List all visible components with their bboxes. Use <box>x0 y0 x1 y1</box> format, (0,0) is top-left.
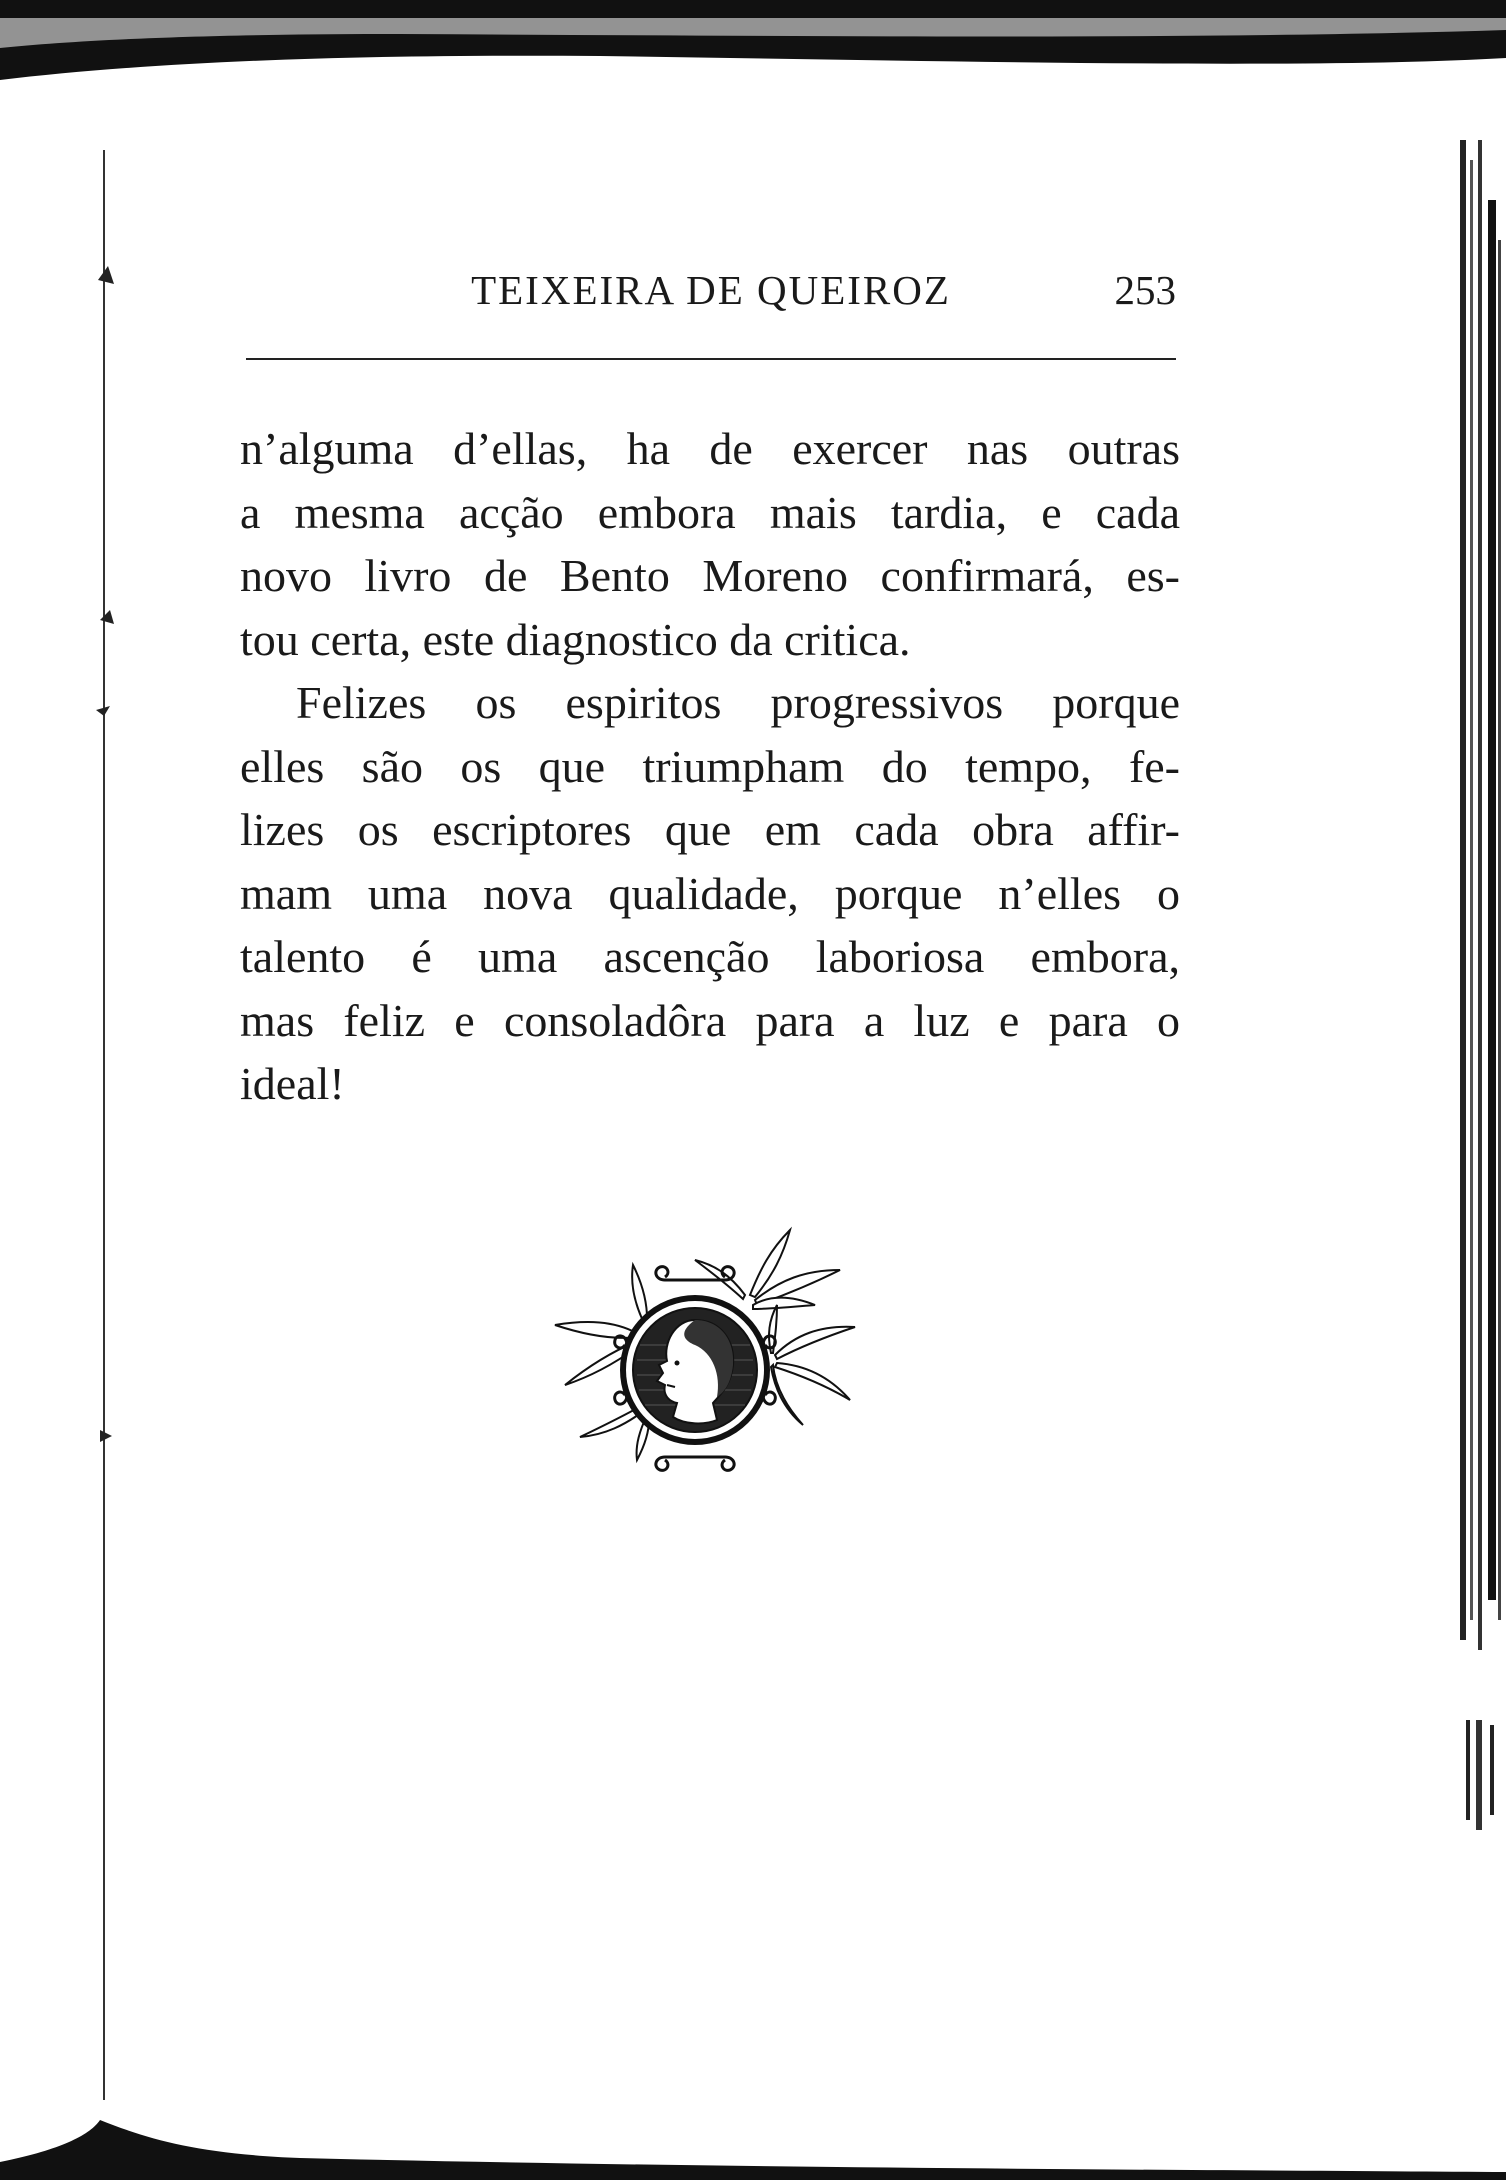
text-line: mas feliz e consoladôra para a luz e para o <box>240 994 1180 1046</box>
text-line: tou certa, este diagnostico da critica. <box>240 613 911 665</box>
scan-edge-top <box>0 0 1506 90</box>
running-head-title: TEIXEIRA DE QUEIROZ <box>471 267 951 313</box>
text-line: n’alguma d’ellas, ha de exercer nas outras <box>240 423 1180 474</box>
scan-edge-left <box>90 150 120 2100</box>
text-line: ideal! <box>240 1058 345 1109</box>
text-line: novo livro de Bento Moreno confirmará, es- <box>240 550 1180 601</box>
text-line: elles são os que triumpham do tempo, fe- <box>240 740 1180 792</box>
text-line: Felizes os espiritos progressivos porque <box>296 677 1180 728</box>
page-number: 253 <box>1114 267 1176 313</box>
text-line: talento é uma ascenção laboriosa embora, <box>240 931 1180 982</box>
scan-edge-bottom <box>0 2080 1506 2180</box>
running-head <box>246 258 1176 318</box>
portrait-medallion-vignette-icon <box>545 1225 885 1485</box>
text-line: lizes os escriptores que em cada obra affir- <box>240 804 1180 855</box>
scan-edge-right <box>1440 140 1506 1940</box>
text-line: mam uma nova qualidade, porque n’elles o <box>240 867 1180 919</box>
body-text <box>240 417 1180 1116</box>
text-line: a mesma acção embora mais tardia, e cada <box>240 486 1180 538</box>
header-rule <box>246 358 1176 360</box>
